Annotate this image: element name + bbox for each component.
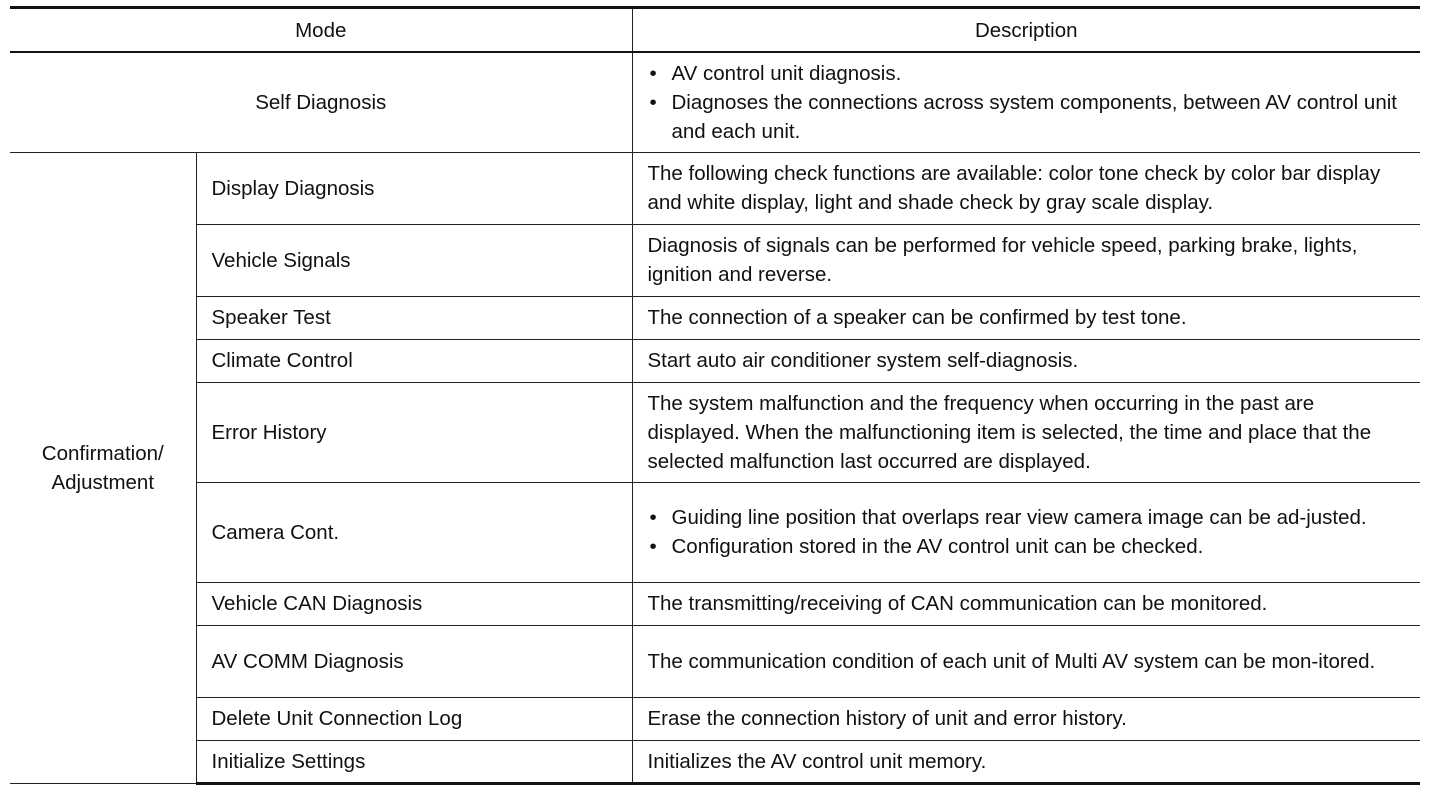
description-speaker-test: The connection of a speaker can be confirmed by test tone.: [632, 296, 1420, 339]
table-row-display-diagnosis: [10, 152, 1420, 224]
description-camera-cont: [632, 482, 1420, 582]
table-row-climate-control: [10, 339, 1420, 382]
table-row-initialize-settings: [10, 740, 1420, 783]
mode-av-comm-diagnosis: AV COMM Diagnosis: [196, 625, 632, 697]
description-delete-unit-connection-log: Erase the connection history of unit and error history.: [632, 697, 1420, 740]
description-av-comm-diagnosis: The communication condition of each unit of Multi AV system can be mon-itored.: [632, 625, 1420, 697]
bullet-item: • Guiding line position that overlaps rear view camera image can be ad-justed.: [648, 503, 1411, 532]
bullet-item: • Configuration stored in the AV control unit can be checked.: [648, 532, 1411, 561]
mode-description-table: [10, 6, 1420, 785]
table-row-speaker-test: [10, 296, 1420, 339]
mode-vehicle-signals: Vehicle Signals: [196, 224, 632, 296]
description-self-diagnosis: [632, 52, 1420, 152]
header-mode: Mode: [10, 8, 632, 53]
description-vehicle-can-diagnosis: The transmitting/receiving of CAN communication can be monitored.: [632, 582, 1420, 625]
bullet-item: • AV control unit diagnosis.: [648, 59, 1411, 88]
mode-self-diagnosis: Self Diagnosis: [10, 52, 632, 152]
description-climate-control: Start auto air conditioner system self-diagnosis.: [632, 339, 1420, 382]
table-row-vehicle-can-diagnosis: [10, 582, 1420, 625]
mode-camera-cont: Camera Cont.: [196, 482, 632, 582]
mode-confirmation-adjustment: Confirmation/ Adjustment: [10, 152, 196, 783]
table-row-vehicle-signals: [10, 224, 1420, 296]
description-initialize-settings: Initializes the AV control unit memory.: [632, 740, 1420, 783]
mode-error-history: Error History: [196, 382, 632, 482]
mode-delete-unit-connection-log: Delete Unit Connection Log: [196, 697, 632, 740]
table-row-camera-cont: [10, 482, 1420, 582]
table-row-av-comm-diagnosis: [10, 625, 1420, 697]
header-description: Description: [632, 8, 1420, 53]
mode-display-diagnosis: Display Diagnosis: [196, 152, 632, 224]
mode-initialize-settings: Initialize Settings: [196, 740, 632, 783]
mode-vehicle-can-diagnosis: Vehicle CAN Diagnosis: [196, 582, 632, 625]
mode-climate-control: Climate Control: [196, 339, 632, 382]
mode-speaker-test: Speaker Test: [196, 296, 632, 339]
description-display-diagnosis: The following check functions are available: color tone check by color bar display and white display, light and shade check by gray scale display.: [632, 152, 1420, 224]
header-row: [10, 8, 1420, 53]
table-row-self-diagnosis: [10, 52, 1420, 152]
bullet-item: • Diagnoses the connections across system components, between AV control unit and each unit.: [648, 88, 1411, 146]
table-row-error-history: [10, 382, 1420, 482]
table-row-delete-unit-connection-log: [10, 697, 1420, 740]
description-error-history: The system malfunction and the frequency when occurring in the past are displayed. When the malfunctioning item is selected, the time and place that the selected malfunction last occurred are displayed.: [632, 382, 1420, 482]
description-vehicle-signals: Diagnosis of signals can be performed for vehicle speed, parking brake, lights, ignition and reverse.: [632, 224, 1420, 296]
